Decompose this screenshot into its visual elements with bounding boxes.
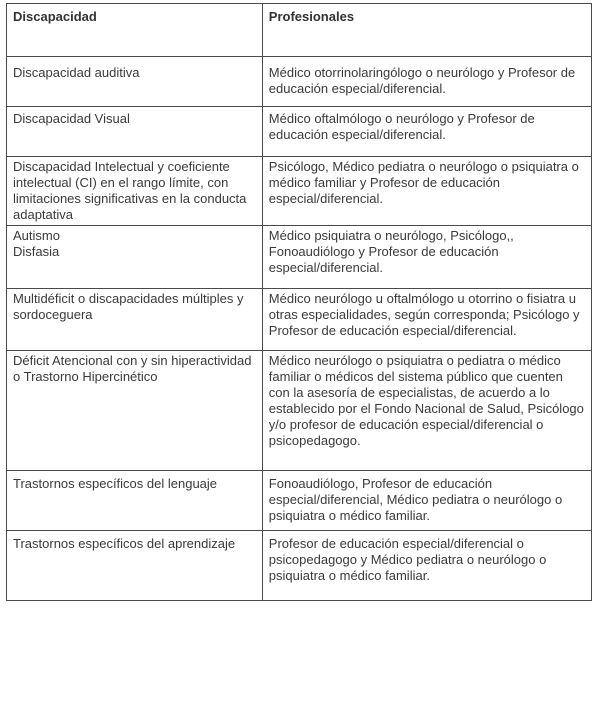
condition-text: Trastornos específicos del aprendizaje [13, 536, 236, 551]
table-row [7, 289, 592, 351]
condition-cell [7, 157, 263, 226]
condition-cell [7, 471, 263, 531]
condition-cell [7, 289, 263, 351]
condition-text: Discapacidad Visual [13, 111, 130, 126]
professionals-cell [262, 351, 591, 471]
professionals-text: Médico neurólogo o psiquiatra o pediatra o médico familiar o médicos del sistema público que cuenten con la asesoría de especialistas, de acuerdo a lo establecido por el Fondo Nacional de Salud, Psicólogo y/o profesor de educación especial/diferencial o psicopedagogo. [268, 353, 584, 448]
professionals-cell [262, 289, 591, 351]
condition-text: Discapacidad auditiva [13, 65, 140, 80]
professionals-text: Fonoaudiólogo, Profesor de educación especial/diferencial, Médico pediatra o neurólogo o psiquiatra o médico familiar. [268, 476, 563, 523]
professionals-text: Profesor de educación especial/diferencial o psicopedagogo y Médico pediatra o neurólogo o psiquiatra o médico familiar. [268, 536, 547, 583]
condition-cell [7, 531, 263, 601]
table-row [7, 107, 592, 157]
professionals-cell [262, 157, 591, 226]
professionals-cell [262, 471, 591, 531]
condition-text: Déficit Atencional con y sin hiperactividad o Trastorno Hipercinético [13, 353, 252, 384]
condition-cell [7, 226, 263, 289]
table-row [7, 157, 592, 226]
professionals-cell [262, 226, 591, 289]
condition-cell [7, 351, 263, 471]
professionals-text: Médico otorrinolaringólogo o neurólogo y Profesor de educación especial/diferencial. [268, 65, 576, 96]
condition-cell [7, 57, 263, 107]
table-row [7, 471, 592, 531]
professionals-text: Psicólogo, Médico pediatra o neurólogo o psiquiatra o médico familiar y Profesor de educación especial/diferencial. [268, 159, 579, 206]
professionals-cell [262, 107, 591, 157]
table-row [7, 531, 592, 601]
professionals-text: Médico psiquiatra o neurólogo, Psicólogo,, Fonoaudiólogo y Profesor de educación especial/diferencial. [268, 228, 514, 275]
condition-text: Trastornos específicos del lenguaje [13, 476, 218, 491]
table-row [7, 351, 592, 471]
professionals-text: Médico oftalmólogo o neurólogo y Profesor de educación especial/diferencial. [268, 111, 535, 142]
table-row [7, 57, 592, 107]
professionals-cell [262, 531, 591, 601]
professionals-text: Médico neurólogo u oftalmólogo u otorrino o fisiatra u otras especialidades, según corresponda; Psicólogo y Profesor de educación especial/diferencial. [268, 291, 580, 338]
header-profesionales: Profesionales [262, 4, 591, 57]
condition-text: Multidéficit o discapacidades múltiples y sordoceguera [13, 291, 244, 322]
table-row [7, 226, 592, 289]
table-header-row [7, 4, 592, 57]
condition-text: Autismo [13, 228, 60, 243]
header-discapacidad: Discapacidad [7, 4, 263, 57]
condition-cell [7, 107, 263, 157]
condition-text-line2: Disfasia [13, 244, 60, 259]
condition-text: Discapacidad Intelectual y coeficiente intelectual (CI) en el rango límite, con limitaciones significativas en la conducta adaptativa [13, 159, 247, 222]
professionals-cell [262, 57, 591, 107]
disability-professionals-table [6, 3, 592, 601]
